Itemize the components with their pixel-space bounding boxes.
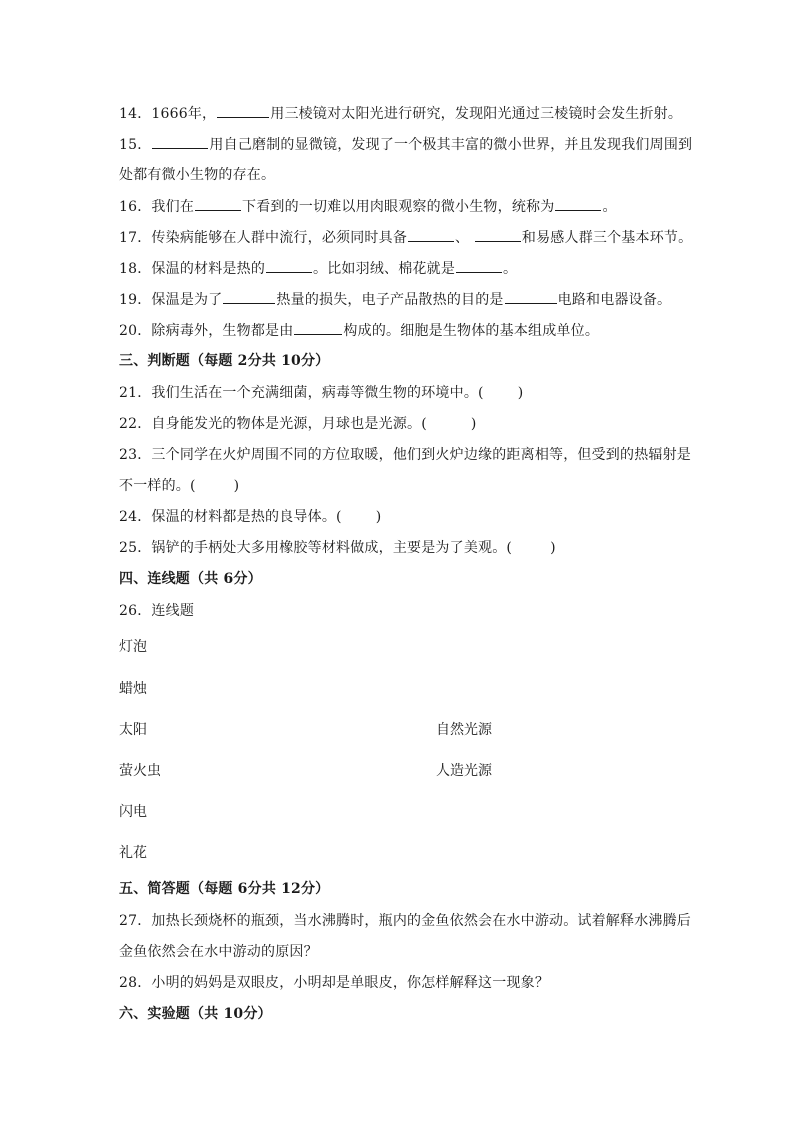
question-number: 14． xyxy=(119,106,152,122)
answer-blank[interactable] xyxy=(294,320,342,335)
question-15-continued: 处都有微小生物的存在。 xyxy=(119,167,276,183)
question-text: 和易感人群三个基本环节。 xyxy=(521,230,693,246)
match-left-item[interactable]: 萤火虫 xyxy=(119,763,161,779)
close-paren: ) xyxy=(375,509,382,525)
question-text: 。 xyxy=(602,199,617,215)
question-number: 20． xyxy=(119,323,152,339)
close-paren: ) xyxy=(517,385,524,401)
question-text: 热量的损失，电子产品散热的目的是 xyxy=(276,292,504,308)
question-text: 。 xyxy=(503,261,518,277)
question-number: 15． xyxy=(119,137,152,153)
match-left-item[interactable]: 太阳 xyxy=(119,722,147,738)
close-paren: ) xyxy=(470,416,477,432)
match-right-item[interactable]: 人造光源 xyxy=(436,763,492,779)
question-15 xyxy=(119,134,692,155)
match-left-item[interactable]: 灯泡 xyxy=(119,639,147,655)
answer-blank[interactable] xyxy=(505,289,557,304)
question-text: 21．我们生活在一个充满细菌，病毒等微生物的环境中。( xyxy=(119,385,484,401)
answer-blank[interactable] xyxy=(475,227,521,242)
question-text: 22．自身能发光的物体是光源，月球也是光源。( xyxy=(119,416,427,432)
section-title-short-answer: 五、简答题（每题 6分共 12分） xyxy=(119,881,330,897)
question-22 xyxy=(119,414,477,434)
question-text: 用自己磨制的显微镜，发现了一个极其丰富的微小世界，并且发现我们周围到 xyxy=(209,137,693,153)
question-14 xyxy=(119,103,682,124)
section-title-matching: 四、连线题（共 6分） xyxy=(119,571,262,587)
question-text: 我们在 xyxy=(151,199,195,215)
close-paren: ) xyxy=(550,540,556,556)
section-title-judgment: 三、判断题（每题 2分共 10分） xyxy=(119,353,330,369)
question-number: 16． xyxy=(119,199,152,215)
question-16 xyxy=(119,196,617,217)
question-27-continued: 金鱼依然会在水中游动的原因？ xyxy=(119,944,318,960)
section-title-experiment: 六、实验题（共 10分） xyxy=(119,1006,272,1022)
question-27: 27．加热长颈烧杯的瓶颈，当水沸腾时，瓶内的金鱼依然会在水中游动。试着解释水沸腾后 xyxy=(119,913,692,929)
match-left-item[interactable]: 闪电 xyxy=(119,804,147,820)
question-25 xyxy=(119,538,556,558)
question-number: 17． xyxy=(119,230,152,246)
question-number: 18． xyxy=(119,261,152,277)
close-paren: ) xyxy=(233,478,240,494)
question-text: 保温的材料是热的 xyxy=(151,261,266,277)
question-26: 26．连线题 xyxy=(119,603,195,619)
question-text: 除病毒外，生物都是由 xyxy=(151,323,294,339)
answer-blank[interactable] xyxy=(266,258,312,273)
question-text: 25．锅铲的手柄处大多用橡胶等材料做成，主要是为了美观。( xyxy=(119,540,513,556)
question-18 xyxy=(119,258,517,279)
question-28: 28．小明的妈妈是双眼皮，小明却是单眼皮，你怎样解释这一现象？ xyxy=(119,975,550,991)
question-19 xyxy=(119,289,671,310)
question-24 xyxy=(119,507,381,527)
question-23-continued xyxy=(119,476,239,496)
answer-blank[interactable] xyxy=(408,227,454,242)
match-left-item[interactable]: 礼花 xyxy=(119,845,147,861)
question-text: 、 xyxy=(455,230,474,246)
question-number: 19． xyxy=(119,292,152,308)
answer-blank[interactable] xyxy=(555,196,601,211)
answer-blank[interactable] xyxy=(195,196,241,211)
question-text: 传染病能够在人群中流行，必须同时具备 xyxy=(151,230,408,246)
question-20 xyxy=(119,320,599,341)
question-text: 用三棱镜对太阳光进行研究，发现阳光通过三棱镜时会发生折射。 xyxy=(270,106,683,122)
question-text: 。比如羽绒、棉花就是 xyxy=(313,261,456,277)
answer-blank[interactable] xyxy=(152,134,208,149)
answer-blank[interactable] xyxy=(217,103,269,118)
question-text: 24．保温的材料都是热的良导体。( xyxy=(119,509,342,525)
question-text: 电路和电器设备。 xyxy=(557,292,672,308)
question-23: 23．三个同学在火炉周围不同的方位取暖，他们到火炉边缘的距离相等，但受到的热辐射是 xyxy=(119,447,692,463)
answer-blank[interactable] xyxy=(223,289,275,304)
match-left-item[interactable]: 蜡烛 xyxy=(119,681,147,697)
question-text: 构成的。细胞是生物体的基本组成单位。 xyxy=(343,323,600,339)
question-text: 不一样的。( xyxy=(119,478,196,494)
question-text: 保温是为了 xyxy=(151,292,223,308)
question-21 xyxy=(119,383,523,403)
question-text: 下看到的一切难以用肉眼观察的微小生物，统称为 xyxy=(242,199,555,215)
match-right-item[interactable]: 自然光源 xyxy=(436,722,492,738)
question-17 xyxy=(119,227,692,248)
answer-blank[interactable] xyxy=(456,258,502,273)
question-text: 1666年， xyxy=(151,106,217,122)
